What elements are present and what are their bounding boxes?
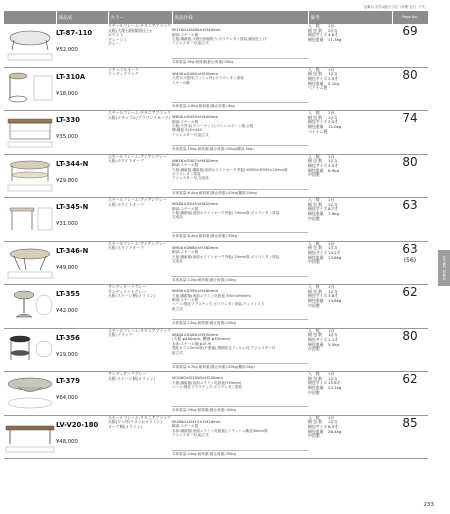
product-name-cell (56, 67, 108, 111)
product-color: サンディダークグレー 天板:ストーン柄(メラミン) (108, 372, 172, 416)
product-price: ¥29,800 (56, 177, 78, 184)
boxes-value: 2(口) (328, 27, 338, 33)
product-name-cell (56, 154, 108, 198)
spec-body: 脚部:スチール製 天板:繊維板,大理石柄紙貼り,ポリウレタン塗装,鏡面仕上げ アジャスター付,組立式 (172, 32, 267, 46)
page-ref (392, 285, 428, 329)
product-price: ¥18,000 (56, 90, 78, 97)
product-name-cell (56, 285, 108, 329)
header-spec: 商品仕様 (172, 11, 308, 24)
qty-value: 1台 (328, 197, 335, 202)
product-price: ¥48,000 (56, 438, 78, 445)
product-code: LT-345-N (56, 203, 89, 211)
product-name-cell (56, 241, 108, 285)
qty-value: 1台 (328, 327, 335, 333)
spec-body: 脚部:スチール製 本体:繊維板(表面メラミン化粧板),フラッシュ構造30mm厚 アジャスター付,組立式 (172, 424, 268, 437)
spec-size: W900×D680×H380mm (172, 244, 219, 250)
spec-size: W800×D450×H400mm (172, 114, 219, 119)
boxes-value: 1(口) (328, 288, 338, 294)
spec-weight: 本体重量:6.4kg 耐荷重(静止荷重):30kg (172, 232, 308, 239)
table-row (4, 111, 428, 155)
product-price: ¥49,800 (56, 264, 78, 271)
boxes-value: 1(口) (328, 375, 338, 381)
spec-size: W400×D400×H550mm (172, 70, 219, 76)
product-spec (172, 67, 308, 111)
table-row (4, 415, 428, 459)
table-header-row (4, 11, 428, 24)
product-notes: 入 数 1台 梱 包 数 1(口) 梱包サイズ 3.6才 梱包重量 14.8kg 中国製 (308, 285, 392, 329)
product-drawing (4, 372, 56, 416)
product-code: LT-87-110 (56, 29, 93, 37)
qty-value: 1台 (328, 414, 335, 420)
table-row (4, 24, 428, 67)
qty-value: 1台 (328, 240, 335, 246)
side-tab: LIVING TABLE (438, 250, 450, 286)
box-weight-value: 23.1kg (328, 385, 342, 391)
product-name-cell (56, 415, 108, 459)
box-size-value: 2.0才 (328, 119, 339, 125)
product-color: サンディダークグレー サンディライトグレー 天板:ストーン柄(メラミン) (108, 285, 172, 329)
product-code: LT-344-N (56, 159, 89, 168)
product-notes: 入 数 1台 梱 包 数 1(口) 梱包サイズ 14.2才 梱包重量 13.6kg 中国製 (308, 241, 392, 285)
box-size-value: 3.9才 (328, 75, 339, 81)
boxes-value: 1(口) (328, 245, 338, 251)
product-drawing (4, 241, 56, 285)
product-code: LT-346-N (56, 246, 89, 255)
box-size-value: 5.9才 (328, 162, 339, 168)
maker-value: 中国製 (308, 302, 320, 308)
product-notes: 入 数 1台 梱 包 数 1(口) 梱包サイズ 1.1才 梱包重量 5.5kg 台湾製 (308, 328, 392, 372)
page-ref-sub: (56) (403, 256, 417, 264)
product-drawing (4, 154, 56, 198)
boxes-value: 1(口) (328, 419, 338, 425)
product-name-cell (56, 24, 108, 67)
spec-weight: 本体重量:6.4kg 耐荷重(静止荷重):20kg(棚部:10kg) (172, 189, 308, 196)
box-size-value: 4.6才 (328, 32, 339, 38)
page-ref (392, 198, 428, 242)
product-color: スチールフレーム:アイアングレー 天板:ホワイトオーク (108, 154, 172, 198)
header-notes: 備考 (308, 11, 392, 24)
header-page: Page No. (392, 11, 428, 24)
boxes-value: 1(口) (328, 158, 338, 164)
table-row (4, 328, 428, 372)
maker-value: ベトナム製 (308, 85, 328, 91)
product-color: スチールフレーム:チタニアブラック 天板(大理石柄/鏡面仕上): ホワイト グレージュ グレー (108, 24, 172, 67)
product-code: LV-V20-180 (56, 420, 99, 429)
spec-weight: 本体重量:10kg 耐荷重(静止荷重):50kg(棚部:5kg) (172, 145, 308, 152)
qty-value: 1台 (328, 371, 335, 376)
box-weight-value: 12.0kg (328, 124, 342, 130)
top-note: 記載の寸法は最大寸法（実測寸法）です。 (363, 5, 428, 9)
spec-size: W1800×D415×H410mm (172, 418, 221, 424)
product-color: スチールフレーム:チタニアブラック 天板:ブラック (108, 328, 172, 372)
maker-value: 台湾製 (308, 346, 320, 352)
spec-weight: 本体重量:29kg 耐荷重(静止荷重):30kg (172, 406, 308, 413)
box-weight-value: 26.4kg (328, 428, 342, 434)
product-price: ¥35,000 (56, 134, 78, 140)
spec-weight: 本体重量:2.8kg 耐荷重(静止荷重):3kg (172, 102, 308, 109)
page-ref-number: 80 (402, 67, 418, 82)
box-size-value: 3.6才 (328, 293, 339, 299)
product-notes: 入 数 1台 梱 包 数 1(口) 梱包サイズ 8.7才 梱包重量 7.9kg 中国製 (308, 198, 392, 242)
spec-size: W1000×D1000×H250mm (172, 375, 224, 380)
table-row (4, 67, 428, 111)
product-price: ¥19,000 (56, 351, 78, 358)
product-color: スチールフレーム:アイアングレー 天板:ホワイトオーク (108, 241, 172, 285)
page-ref-number: 62 (402, 285, 418, 299)
box-weight-value: 7.9kg (328, 211, 339, 217)
spec-weight: 本体重量:9kg 耐荷重(静止荷重):30kg (172, 58, 308, 65)
spec-size: W616×D407×H400mm (172, 157, 219, 163)
product-code: LT-330 (56, 116, 80, 124)
product-spec (172, 111, 308, 155)
spec-weight: 本体重量:24kg 耐荷重(静止荷重):50kg (172, 450, 308, 457)
spec-size: W490×D390×H460mm (172, 288, 219, 293)
table-row (4, 241, 428, 285)
box-size-value: 6.5才 (328, 423, 339, 429)
qty-value: 1台 (328, 110, 335, 115)
page-ref (392, 415, 428, 459)
product-price: ¥42,000 (56, 308, 78, 314)
product-color: スチールフレーム:チタニアブラック 天板(ヤシ材/リネン)(メラミン) オーク柄(メラミン) (108, 415, 172, 459)
product-notes: 入 数 1台 梱 包 数 1(口) 梱包サイズ 3.9才 梱包重量 5.1kg ベトナム製 (308, 67, 392, 111)
product-color: スチールフレーム:アイアングレー 天板:ホワイトオーク (108, 198, 172, 242)
product-notes: 入 数 1台 梱 包 数 2(口) 梱包サイズ 4.6才 梱包重量 11.3kg (308, 24, 392, 67)
spec-weight: 本体重量:13kg 耐荷重(静止荷重):20kg (172, 319, 308, 326)
spec-body: 脚部:スチール製 天板:天然木(ラバーウッド),ペンシルボーン柄,合板 棚:鋼板 525×430 アジャスター付,組立式 (172, 119, 254, 137)
product-spec (172, 328, 308, 372)
maker-value: 中国製 (308, 215, 320, 221)
header-color: カラー (108, 11, 172, 24)
maker-value: 中国製 (308, 389, 320, 395)
product-code: LT-310A (56, 72, 86, 81)
spec-body: 天板:繊維板(表面メラミン化粧板 390×490mm) 脚部:スチール製 ベース:強化プラスチック,ポリウレタン塗装,ウェイト入り 組立式 (172, 293, 265, 311)
product-spec-table (4, 11, 429, 459)
page-ref (392, 328, 428, 372)
table-row (4, 372, 428, 416)
box-weight-value: 5.5kg (328, 341, 339, 347)
product-spec (172, 154, 308, 198)
spec-body: 脚部:スチール製 天板:繊維板(表面ホワイトオーク突板) 20mm厚,ポリウレタン塗装 完成品 (172, 250, 280, 263)
product-notes: 入 数 1台 梱 包 数 1(口) 梱包サイズ 2.0才 梱包重量 12.0kg ベトナム製 (308, 111, 392, 155)
product-code: LT-379 (56, 377, 80, 385)
box-weight-value: 11.3kg (328, 37, 342, 43)
product-spec (172, 24, 308, 67)
product-notes: 入 数 1台 梱 包 数 1(口) 梱包サイズ 15.8才 梱包重量 23.1kg 中国製 (308, 372, 392, 416)
box-weight-value: 13.6kg (328, 254, 342, 260)
page-ref (392, 111, 428, 155)
page-ref (392, 67, 428, 111)
spec-size: W560×D545×H620mm (172, 201, 219, 206)
table-row (4, 198, 428, 242)
product-notes: 入 数 1台 梱 包 数 1(口) 梱包サイズ 6.5才 梱包重量 26.4kg 中国製 (308, 415, 392, 459)
page-ref (392, 372, 428, 416)
maker-value: ベトナム製 (308, 128, 328, 134)
boxes-value: 1(口) (328, 332, 338, 338)
box-size-value: 1.1才 (328, 336, 339, 342)
product-price: ¥52,000 (56, 47, 78, 53)
product-spec (172, 241, 308, 285)
page-ref (392, 154, 428, 198)
product-name-cell (56, 372, 108, 416)
spec-body: 本体:スチール製(φ15.9) 強化ガラス5mm厚(不透過),飛散防止フィルム付,アジャスター付 組立式 (172, 341, 276, 355)
box-size-value: 15.8才 (328, 380, 341, 386)
header-name: 商品名 (56, 11, 108, 24)
page-ref (392, 241, 428, 285)
qty-value: 1台 (328, 66, 335, 72)
maker-value: 中国製 (308, 172, 320, 178)
box-size-value: 8.7才 (328, 206, 339, 212)
box-weight-value: 8.9kg (328, 167, 339, 173)
product-price: ¥64,000 (56, 395, 78, 401)
spec-weight: 本体重量:4.7kg 耐荷重(静止荷重):20kg(棚部:5kg) (172, 363, 308, 370)
maker-value: 中国製 (308, 259, 320, 265)
page-ref (392, 24, 428, 67)
header-image (4, 11, 56, 24)
boxes-value: 1(口) (328, 114, 338, 120)
spec-body: 天板:繊維板(表面メラミン化粧板/745mm) ベース:強化プラスチック,ポリウレタン塗装 (172, 380, 243, 389)
box-weight-value: 14.8kg (328, 298, 342, 304)
product-drawing (4, 285, 56, 329)
spec-body: 脚部:スチール製 天板:繊維板,繊維板(表面ホワイトオーク突板) W580×D395×20mm厚 ポリウレタン塗装 アジャスター付,完成品 (172, 163, 288, 181)
page-ref-number: 80 (402, 328, 418, 343)
product-code: LT-356 (56, 333, 80, 342)
qty-value: 1台 (328, 284, 335, 289)
product-drawing (4, 111, 56, 155)
product-drawing (4, 67, 56, 111)
product-color: ナチュラルオーク ウッディブラック (108, 67, 172, 111)
boxes-value: 1(口) (328, 201, 338, 207)
table-row (4, 154, 428, 198)
product-name-cell (56, 111, 108, 155)
product-price: ¥31,000 (56, 221, 78, 227)
spec-weight: 本体重量:11kg 耐荷重(静止荷重):30kg (172, 276, 308, 283)
product-spec (172, 372, 308, 416)
box-weight-value: 5.1kg (328, 80, 339, 86)
product-color: スチールフレーム:チタニアブラック 天板(ナチュラル/ブラウンスモーク) (108, 111, 172, 155)
product-notes: 入 数 1台 梱 包 数 1(口) 梱包サイズ 5.9才 梱包重量 8.9kg 中国製 (308, 154, 392, 198)
box-size-value: 14.2才 (328, 249, 341, 255)
product-spec (172, 415, 308, 459)
spec-size: W1100×D480×H340mm (172, 27, 221, 32)
page-ref-number: 63 (402, 241, 418, 256)
product-drawing (4, 415, 56, 459)
spec-body: 脚部:スチール製 天板:繊維板(表面ホワイトオーク突板) 20mm厚,ポリウレタン塗装 完成品 (172, 206, 280, 220)
product-drawing (4, 24, 56, 67)
spec-size: W400×D400×H550mm (天板 φ400mm, 棚部 φ350mm) (172, 331, 231, 342)
page-ref-number: 63 (402, 198, 418, 212)
product-spec (172, 285, 308, 329)
product-name-cell (56, 328, 108, 372)
product-code: LT-355 (56, 290, 80, 298)
page-ref-number: 69 (402, 24, 418, 38)
page-number: 233 (423, 502, 434, 508)
page-ref-number: 62 (402, 372, 418, 386)
product-drawing (4, 198, 56, 242)
spec-body: 天然木天板材(アッシュ材),ポリウレタン塗装 スチール脚 (172, 76, 244, 85)
page-ref-number: 80 (402, 154, 418, 169)
boxes-value: 1(口) (328, 71, 338, 77)
product-spec (172, 198, 308, 242)
product-drawing (4, 328, 56, 372)
page-ref-number: 85 (402, 415, 418, 430)
maker-value: 中国製 (308, 433, 320, 439)
qty-value: 1台 (328, 23, 335, 28)
product-name-cell (56, 198, 108, 242)
qty-value: 1台 (328, 153, 335, 159)
table-row (4, 285, 428, 329)
page-ref-number: 74 (402, 111, 418, 125)
